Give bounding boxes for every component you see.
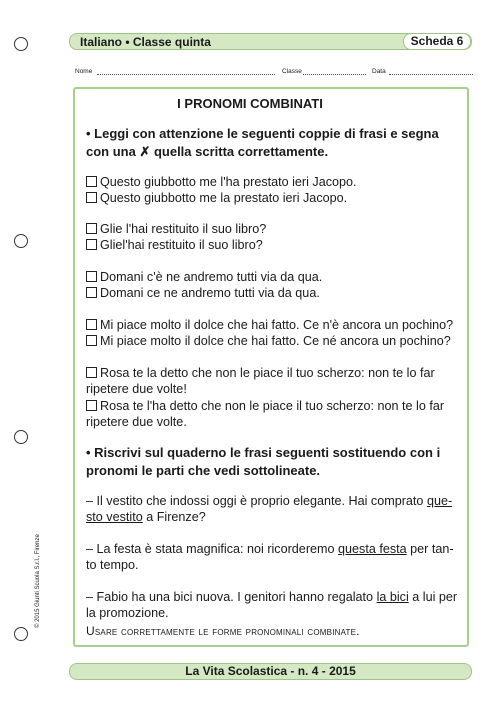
checkbox[interactable]: [86, 335, 97, 346]
classe-label: Classe: [282, 68, 302, 75]
exercise-sentence: – La festa è stata magnifica: noi ricorderemo questa festa per tan-: [86, 542, 454, 556]
sentence-option: Mi piace molto il dolce che hai fatto. Ce né ancora un pochino?: [86, 333, 451, 350]
nome-field[interactable]: [97, 74, 275, 75]
exercise-sentence: la promozione.: [86, 606, 169, 620]
checkbox[interactable]: [86, 287, 97, 298]
sentence-option: Rosa te l'ha detto che non le piace il tuo scherzo: non te lo far: [86, 398, 444, 415]
copyright-text: © 2015 Giunti Scuola S.r.l., Firenze: [35, 534, 41, 628]
exercise-sentence: to tempo.: [86, 558, 139, 572]
header-bar: [69, 33, 472, 50]
binder-hole: [14, 430, 28, 444]
instruction-1-line-1: • Leggi con attenzione le seguenti coppie di frasi e segna: [86, 126, 439, 141]
binder-hole: [14, 37, 28, 51]
classe-field[interactable]: [303, 74, 366, 75]
sentence-option: Domani c'è ne andremo tutti via da qua.: [86, 269, 322, 286]
checkbox[interactable]: [86, 223, 97, 234]
binder-hole: [14, 627, 28, 641]
worksheet-title: I PRONOMI COMBINATI: [177, 96, 323, 111]
sentence-option: Gliel'hai restituito il suo libro?: [86, 237, 263, 254]
checkbox[interactable]: [86, 192, 97, 203]
exercise-sentence: – Il vestito che indossi oggi è proprio elegante. Hai comprato que-: [86, 494, 453, 508]
checkbox[interactable]: [86, 271, 97, 282]
checkbox[interactable]: [86, 239, 97, 250]
underlined-part: la bici: [376, 590, 409, 604]
binder-hole: [14, 234, 28, 248]
sentence-option: Mi piace molto il dolce che hai fatto. Ce n'è ancora un pochino?: [86, 317, 453, 334]
exercise-sentence: sto vestito a Firenze?: [86, 510, 206, 524]
data-label: Data: [372, 68, 386, 75]
checkbox[interactable]: [86, 400, 97, 411]
checkbox[interactable]: [86, 176, 97, 187]
sentence-option: Domani ce ne andremo tutti via da qua.: [86, 285, 320, 302]
sentence-option-continuation: ripetere due volte.: [86, 415, 187, 429]
footer-bar: La Vita Scolastica - n. 4 - 2015: [69, 663, 472, 680]
underlined-part: sto vestito: [86, 510, 143, 524]
header-title: Italiano • Classe quinta: [80, 35, 211, 49]
sentence-option: Questo giubbotto me la prestato ieri Jacopo.: [86, 190, 347, 207]
checkbox[interactable]: [86, 367, 97, 378]
instruction-2-line-2: pronomi le parti che vedi sottolineate.: [86, 463, 321, 478]
checkbox[interactable]: [86, 319, 97, 330]
exercise-note: Usare correttamente le forme pronominali combinate.: [86, 624, 360, 638]
sentence-option-continuation: ripetere due volte!: [86, 382, 187, 396]
underlined-part: questa festa: [338, 542, 407, 556]
sentence-option: Questo giubbotto me l'ha prestato ieri Jacopo.: [86, 174, 357, 191]
sentence-option: Rosa te la detto che non le piace il tuo scherzo: non te lo far: [86, 365, 435, 382]
underlined-part: que-: [426, 494, 453, 508]
scheda-badge: Scheda 6: [403, 33, 471, 50]
nome-label: Nome: [75, 68, 93, 75]
exercise-sentence: – Fabio ha una bici nuova. I genitori hanno regalato la bici a lui per: [86, 590, 458, 604]
data-field[interactable]: [389, 74, 473, 75]
sentence-option: Glie l'hai restituito il suo libro?: [86, 221, 266, 238]
instruction-2-line-1: • Riscrivi sul quaderno le frasi seguenti sostituendo con i: [86, 445, 441, 460]
instruction-1-line-2: con una ✗ quella scritta correttamente.: [86, 144, 329, 159]
